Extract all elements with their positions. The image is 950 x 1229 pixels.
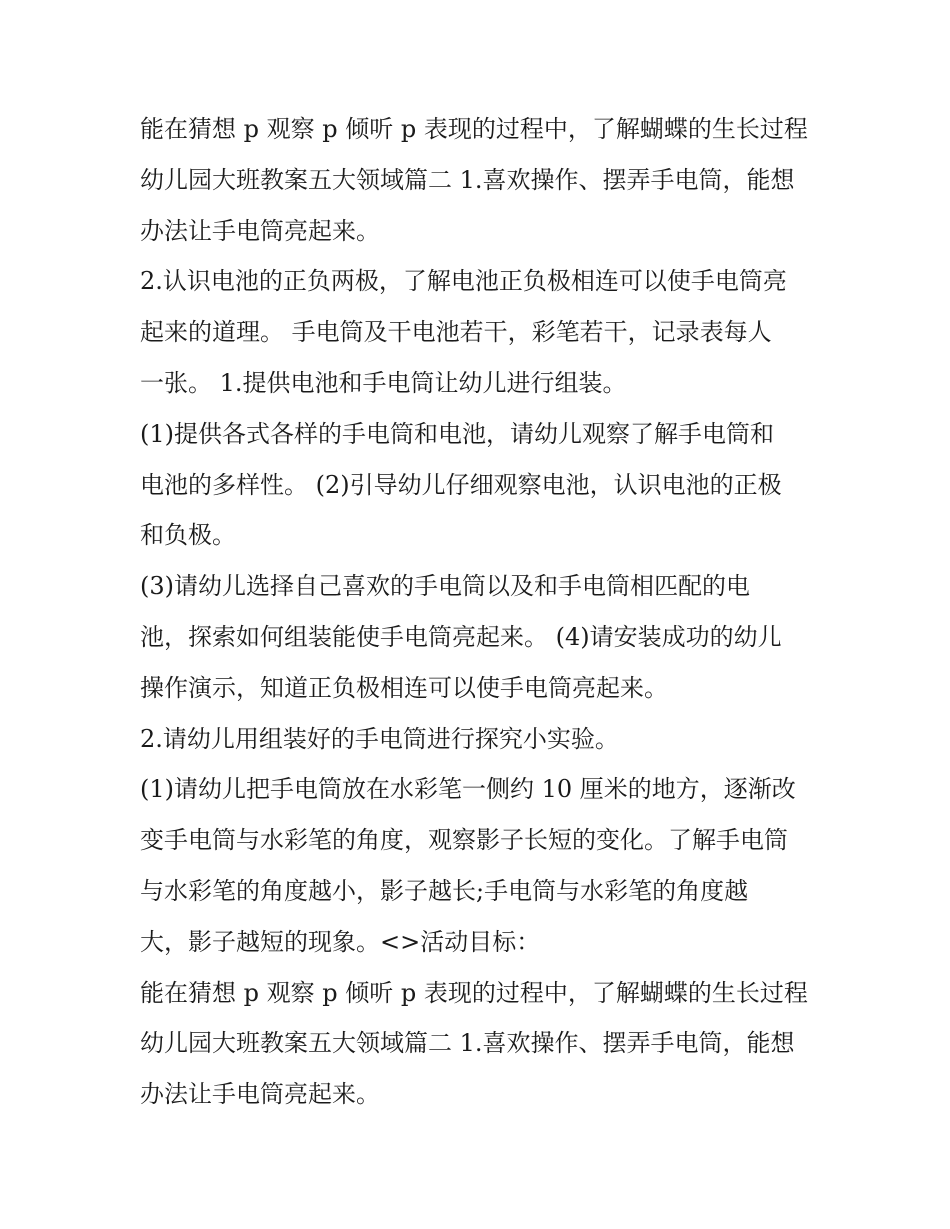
text-line: 一张。 1.提供电池和手电筒让幼儿进行组装。 <box>140 368 627 397</box>
text-line: 能在猜想 p 观察 p 倾听 p 表现的过程中，了解蝴蝶的生长过程 <box>140 115 808 143</box>
text-line: 池，探索如何组装能使手电筒亮起来。 (4)请安装成功的幼儿 <box>140 622 782 651</box>
text-line: 和负极。 <box>140 521 236 550</box>
text-line: (3)请幼儿选择自己喜欢的手电筒以及和手电筒相匹配的电 <box>140 572 750 601</box>
text-line: 2.请幼儿用组装好的手电筒进行探究小实验。 <box>140 724 619 753</box>
text-line: 变手电筒与水彩笔的角度，观察影子长短的变化。了解手电筒 <box>140 826 788 855</box>
text-line: 起来的道理。 手电筒及干电池若干，彩笔若干，记录表每人 <box>140 318 772 347</box>
text-line: 2.认识电池的正负两极，了解电池正负极相连可以使手电筒亮 <box>140 267 787 296</box>
text-line: 与水彩笔的角度越小，影子越长;手电筒与水彩笔的角度越 <box>140 876 749 905</box>
text-line: 电池的多样性。 (2)引导幼儿仔细观察电池，认识电池的正极 <box>140 470 782 499</box>
text-line: 办法让手电筒亮起来。 <box>140 1080 380 1109</box>
text-line: (1)提供各式各样的手电筒和电池，请幼儿观察了解手电筒和 <box>140 419 774 448</box>
text-line: (1)请幼儿把手电筒放在水彩笔一侧约 10 厘米的地方，逐渐改 <box>140 775 796 804</box>
text-line: 幼儿园大班教案五大领域篇二 1.喜欢操作、摆弄手电筒，能想 <box>140 165 795 194</box>
text-line: 操作演示，知道正负极相连可以使手电筒亮起来。 <box>140 673 668 702</box>
text-line: 能在猜想 p 观察 p 倾听 p 表现的过程中，了解蝴蝶的生长过程 <box>140 978 808 1007</box>
document-body <box>140 104 820 1120</box>
text-line: 办法让手电筒亮起来。 <box>140 216 380 245</box>
text-line: 大，影子越短的现象。<>活动目标： <box>140 927 541 956</box>
text-line: 幼儿园大班教案五大领域篇二 1.喜欢操作、摆弄手电筒，能想 <box>140 1029 795 1058</box>
